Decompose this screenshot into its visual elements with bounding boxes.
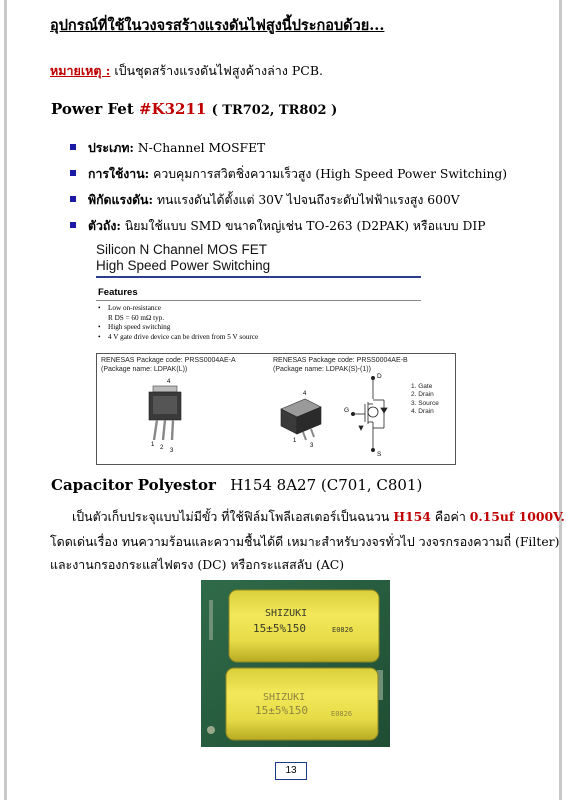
pin-legend-item: 2. Drain bbox=[411, 391, 434, 399]
features-heading: Features bbox=[98, 287, 138, 298]
capacitor-photo bbox=[201, 580, 390, 747]
ldpak-s-package-icon bbox=[281, 399, 321, 440]
spec-text: นิยมใช้แบบ SMD ขนาดใหญ่เช่น TO-263 (D2PAK) หรือแบบ DIP bbox=[124, 219, 486, 233]
capacitor-paragraph-line3: และงานกรองกระแสไฟตรง (DC) หรือกระแสสลับ (AC) bbox=[50, 557, 345, 572]
capacitor-paragraph-line1 bbox=[72, 508, 565, 527]
note-line bbox=[50, 61, 323, 81]
note-text: เป็นชุดสร้างแรงดันไฟสูงค้างล่าง PCB. bbox=[114, 63, 324, 78]
photo-brand-text: SHIZUKI bbox=[263, 692, 306, 703]
pin-legend-item: 3. Source bbox=[411, 399, 439, 407]
power-fet-name: Power Fet bbox=[51, 100, 134, 118]
capacitor-paragraph-line2: โดดเด่นเรื่อง ทนความร้อนและความชื้นได้ดี เหมาะสำหรับวงจรทั่วไป วงจรกรองความถี่ (Filter) bbox=[50, 534, 560, 549]
page-heading: อุปกรณ์ที่ใช้ในวงจรสร้างแรงดันไฟสูงนี้ประกอบด้วย... bbox=[50, 17, 385, 34]
pin-label: 4 bbox=[167, 379, 171, 385]
mosfet-symbol-icon bbox=[351, 376, 387, 451]
spec-label: ตัวถัง: bbox=[88, 218, 121, 233]
bullet-square-icon bbox=[70, 144, 76, 150]
pin-label: 1 bbox=[293, 438, 297, 444]
paragraph-text: เป็นตัวเก็บประจุแบบไม่มีขั้ว ที่ใช้ฟิล์มโพลีเอสเตอร์เป็นฉนวน bbox=[72, 509, 394, 524]
drain-label: D bbox=[377, 373, 382, 380]
source-label: S bbox=[377, 451, 382, 458]
datasheet-title-line2: High Speed Power Switching bbox=[96, 258, 271, 273]
spec-label: พิกัดแรงดัน: bbox=[88, 192, 154, 207]
spec-label: ประเภท: bbox=[88, 140, 134, 155]
feature-item: • 4 V gate drive device can be driven from 5 V source bbox=[98, 333, 258, 343]
pin-label: 2 bbox=[160, 445, 164, 451]
datasheet-title-line1: Silicon N Channel MOS FET bbox=[96, 242, 268, 257]
spec-item bbox=[70, 192, 507, 218]
feature-item: • Low on-resistance bbox=[98, 304, 258, 314]
features-rule bbox=[96, 300, 421, 301]
paragraph-text: คือค่า bbox=[430, 509, 470, 524]
spec-text: ทนแรงดันได้ตั้งแต่ 30V ไปจนถึงระดับไฟฟ้าแรงสูง 600V bbox=[156, 193, 460, 207]
bullet-square-icon bbox=[70, 222, 76, 228]
package-b-code: RENESAS Package code: PRSS0004AE-B bbox=[273, 357, 408, 364]
capacitor-code: H154 8A27 (C701, C801) bbox=[230, 476, 423, 494]
ldpak-l-package-icon bbox=[149, 386, 181, 440]
package-b-name: (Package name: LDPAK(S)-(1)) bbox=[273, 365, 371, 373]
gate-label: G bbox=[344, 407, 350, 414]
pin-label: 3 bbox=[310, 443, 314, 449]
datasheet-excerpt bbox=[96, 242, 456, 467]
spec-text: N-Channel MOSFET bbox=[137, 141, 266, 155]
photo-marking-text: 15±5%150 bbox=[253, 622, 306, 635]
photo-code-text: E0826 bbox=[331, 710, 353, 718]
page-edge-left bbox=[4, 0, 7, 800]
photo-code-text: E0826 bbox=[332, 626, 354, 634]
spec-item bbox=[70, 140, 507, 166]
page-number: 13 bbox=[275, 762, 307, 780]
pin-legend-item: 1. Gate bbox=[411, 383, 433, 390]
datasheet-title-rule bbox=[96, 276, 421, 278]
page-edge-right bbox=[559, 0, 562, 800]
power-fet-part: #K3211 bbox=[139, 100, 207, 118]
capacitor-title bbox=[51, 476, 422, 494]
spec-label: การใช้งาน: bbox=[88, 166, 150, 181]
capacitor-code-highlight: H154 bbox=[393, 509, 431, 524]
power-fet-spec-list bbox=[70, 140, 507, 244]
package-drawings bbox=[97, 354, 457, 466]
feature-item: R DS = 60 mΩ typ. bbox=[108, 313, 165, 322]
pin-label: 1 bbox=[151, 442, 155, 448]
spec-item bbox=[70, 166, 507, 192]
bullet-square-icon bbox=[70, 196, 76, 202]
package-a-name: (Package name: LDPAK(L)) bbox=[101, 365, 188, 373]
pin-legend-item: 4. Drain bbox=[411, 408, 434, 416]
pin-label: 3 bbox=[170, 448, 174, 454]
bullet-square-icon bbox=[70, 170, 76, 176]
spec-text: ควบคุมการสวิตชิ่งความเร็วสูง (High Speed Power Switching) bbox=[153, 167, 508, 181]
photo-brand-text: SHIZUKI bbox=[265, 608, 308, 619]
power-fet-title bbox=[51, 100, 337, 118]
features-list bbox=[98, 304, 258, 342]
feature-item: • High speed switching bbox=[98, 323, 258, 333]
power-fet-refs: ( TR702, TR802 ) bbox=[211, 103, 338, 118]
package-a-code: RENESAS Package code: PRSS0004AE-A bbox=[101, 357, 236, 364]
capacitor-name: Capacitor Polyestor bbox=[51, 476, 216, 494]
photo-marking-text: 15±5%150 bbox=[255, 704, 308, 717]
pin-legend bbox=[411, 383, 439, 417]
note-label: หมายเหตุ : bbox=[50, 63, 111, 78]
capacitor-value-highlight: 0.15uf 1000V. bbox=[469, 509, 565, 524]
package-diagram-box bbox=[96, 353, 456, 465]
pin-label: 4 bbox=[303, 391, 307, 397]
spec-item bbox=[70, 218, 507, 244]
